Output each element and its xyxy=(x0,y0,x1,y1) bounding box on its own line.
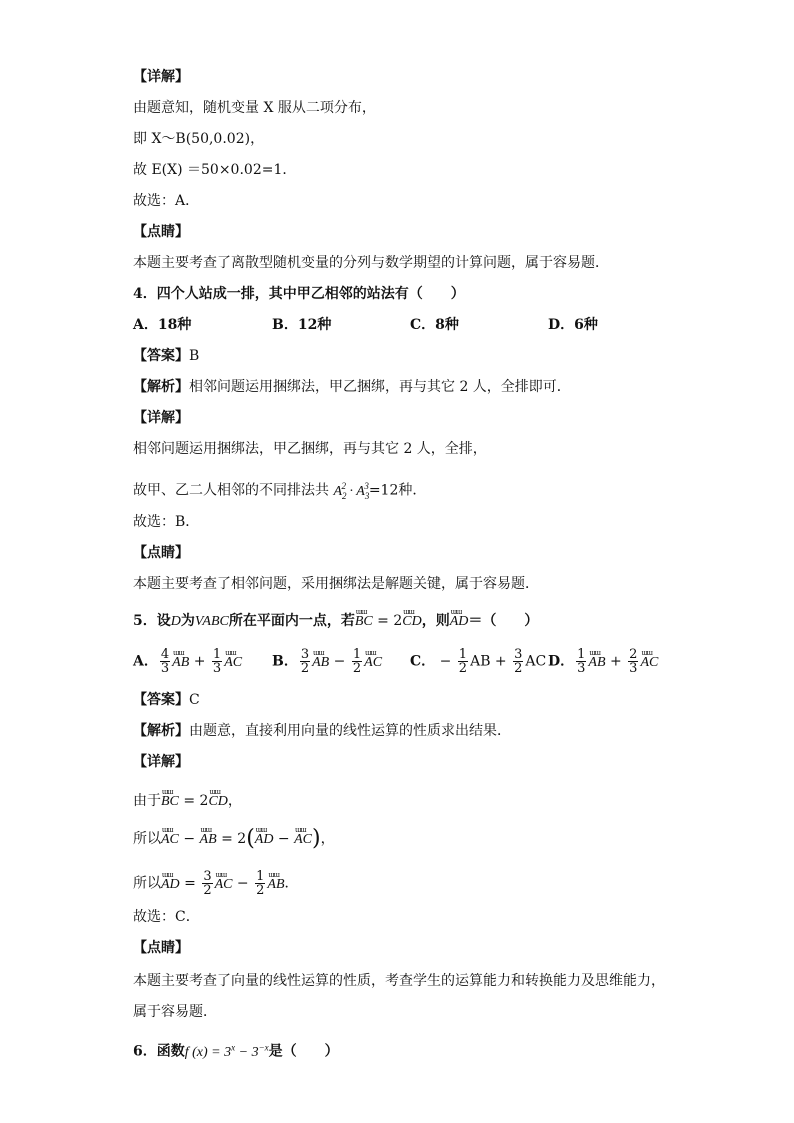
question-5-stem xyxy=(133,612,538,631)
text-span: ，则 xyxy=(421,613,450,629)
answer-tag: 【答案】 xyxy=(133,692,189,708)
detail-heading: 【详解】 xyxy=(133,410,189,426)
text-line: 故选：C． xyxy=(133,909,200,925)
text-line: 本题主要考查了离散型随机变量的分列与数学期望的计算问题，属于容易题． xyxy=(133,255,609,271)
math-condition: ɯɯ BC = 2ɯɯ CD xyxy=(355,613,422,629)
q5-answer xyxy=(133,691,200,709)
text-line: 即 X～B(50,0.02)， xyxy=(133,131,265,147)
text-line: 相邻问题运用捆绑法，甲乙捆绑，再与其它 2 人，全排， xyxy=(133,441,487,457)
q4-option-d: D．6种 xyxy=(548,317,598,333)
math-function: f $(x) = 3^x - 3^{-x}$ xyxy=(184,1042,269,1060)
q4-formula-line xyxy=(133,477,426,504)
text-line: 本题主要考查了向量的线性运算的性质，考查学生的运算能力和转换能力及思维能力， xyxy=(133,973,665,989)
math-triangle: VABC xyxy=(194,614,229,629)
answer-value: C xyxy=(189,692,200,708)
text-span: 6．函数 xyxy=(133,1043,185,1060)
text-line: 本题主要考查了相邻问题，采用捆绑法是解题关键，属于容易题． xyxy=(133,576,539,592)
math-arrangement: $A_2^2 \cdot A_3^3$ xyxy=(333,481,370,501)
text-span: 所在平面内一点，若 xyxy=(228,613,355,629)
detail-heading: 【详解】 xyxy=(133,754,189,770)
analysis-text: 由题意，直接利用向量的线性运算的性质求出结果． xyxy=(189,723,511,739)
q5-step-2: 所以ɯɯ AC − ɯɯ AB = 2(ɯɯ AD − ɯɯ AC)， xyxy=(133,830,335,849)
math-ad: ɯɯ AD xyxy=(450,613,469,631)
text-span: 故甲、乙二人相邻的不同排法共 xyxy=(133,482,334,499)
q5-option-a: A． $\frac{4}{3}$ ɯɯ AB + $\frac{1}{3}$ ɯɯ AC xyxy=(133,648,242,675)
q5-option-d: D． $\frac{1}{3}$ ɯɯ AB + $\frac{2}{3}$ ɯɯ AC xyxy=(548,648,658,675)
comment-heading: 【点睛】 xyxy=(133,940,189,956)
question-6-stem xyxy=(133,1038,339,1062)
text-line: 故选：A． xyxy=(133,193,200,209)
q4-answer xyxy=(133,347,199,365)
q5-step-3: 所以ɯɯ AD = $\frac{3}{2}$ ɯɯ AC − $\frac{1}{2}$ ɯɯ AB． xyxy=(133,870,299,897)
text-span: 是（ ） xyxy=(268,1043,339,1060)
text-line: 由题意知，随机变量 X 服从二项分布， xyxy=(133,100,376,116)
q5-option-b: B． $\frac{3}{2}$ ɯɯ AB − $\frac{1}{2}$ ɯɯ AC xyxy=(272,648,382,675)
text-span: 所以 xyxy=(133,875,161,892)
q4-analysis xyxy=(133,378,571,396)
text-span: 所以 xyxy=(133,831,161,847)
q4-option-a: A．18种 xyxy=(133,317,192,333)
analysis-tag: 【解析】 xyxy=(133,379,189,395)
text-line: 属于容易题． xyxy=(133,1004,217,1020)
question-4-stem: 4．四个人站成一排，其中甲乙相邻的站法有（ ） xyxy=(133,286,465,302)
answer-tag: 【答案】 xyxy=(133,348,189,364)
text-span: 为 xyxy=(180,613,195,629)
text-line: 故选：B． xyxy=(133,514,200,530)
text-line: 故 E(X) ＝50×0.02=1． xyxy=(133,162,297,178)
detail-heading: 【详解】 xyxy=(133,69,189,85)
comment-heading: 【点睛】 xyxy=(133,224,189,240)
q5-analysis xyxy=(133,722,511,740)
q4-option-c: C．8种 xyxy=(410,317,459,333)
math-d: D xyxy=(170,614,181,629)
analysis-tag: 【解析】 xyxy=(133,723,189,739)
q5-step-1: 由于ɯɯ BC = 2ɯɯ CD， xyxy=(133,792,242,811)
text-span: =12种． xyxy=(368,482,427,499)
q5-option-c: C． − $\frac{1}{2}$ AB + $\frac{3}{2}$ AC xyxy=(410,647,547,676)
q4-option-b: B．12种 xyxy=(272,317,332,333)
comment-heading: 【点睛】 xyxy=(133,545,189,561)
analysis-text: 相邻问题运用捆绑法，甲乙捆绑，再与其它 2 人，全排即可． xyxy=(189,379,571,395)
text-span: 5．设 xyxy=(133,613,171,629)
answer-value: B xyxy=(189,348,200,364)
text-span: ＝（ ） xyxy=(468,613,539,629)
text-span: 由于 xyxy=(133,793,161,809)
